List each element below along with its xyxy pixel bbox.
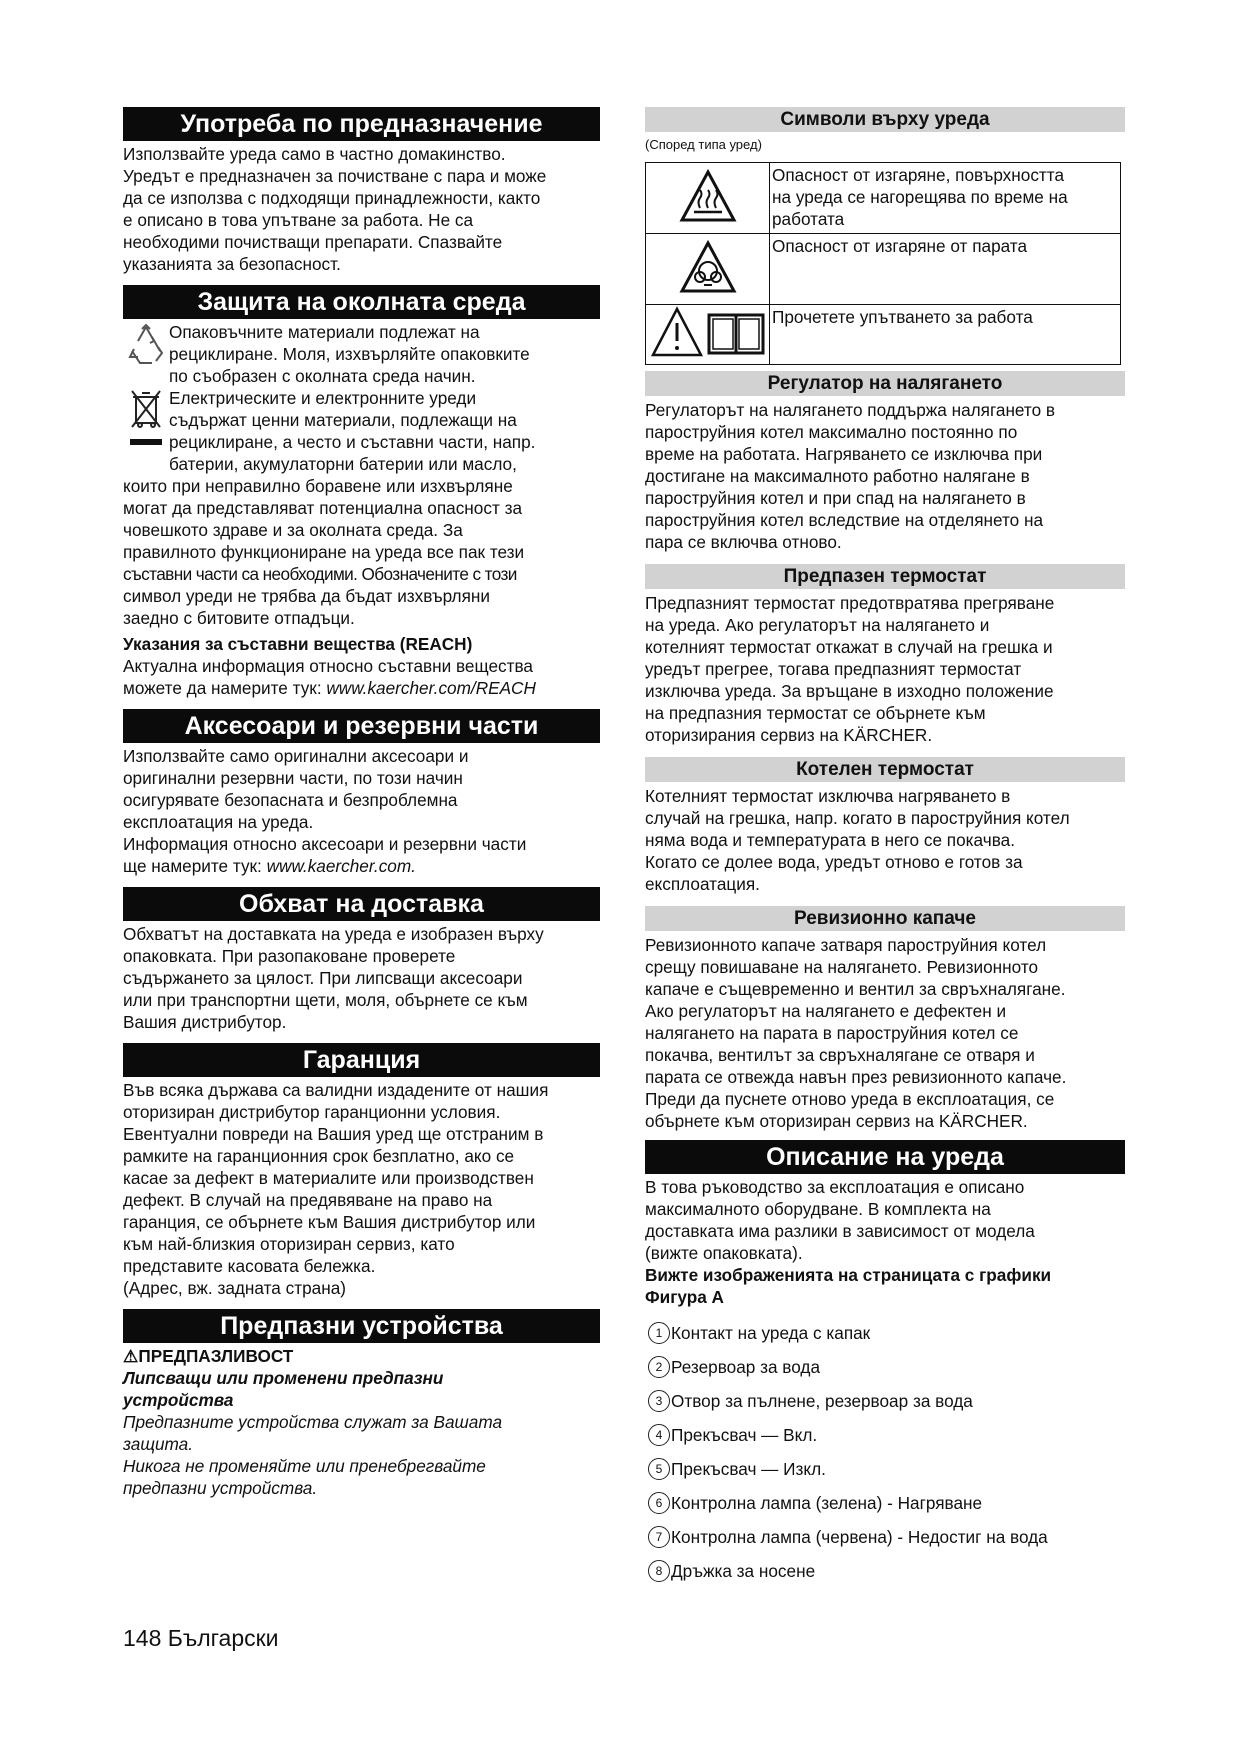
- symbol-row: Прочетете упътването за работа: [646, 305, 1121, 365]
- crossed-bin-icon: [123, 387, 169, 475]
- page-number: 148: [123, 1625, 162, 1651]
- number-badge: 1: [648, 1322, 670, 1344]
- left-column: Употреба по предназначение Използвайте уреда само в частно домакинство. Уредът е предназначен за почистване с пара и може да се използва с подходящи принадлежности, както е описано в това упътване за работа. Не са необходими почистващи препарати. Спазвайте указанията за безопасност. Защита на околната среда Опаковъчните материали подлежат на рециклиране. Моля, изхвърляйте опаковките по съобразен с околната среда начин. Електрическите и електронните уреди съдържат ценни материали, подлежащи на рециклиране, а често и съставни части, напр. батерии, акумулаторни батерии или масло, които при неправилно боравене или изхвърляне могат да представляват потенциална опасност за човешкото здраве и за околната среда. За правилното функциониране на уреда все пак тези съставни части са необходими. Обозначените с този символ уреди не трябва да бъдат изхвърляни заедно с битовите отпадъци. Указания за съставни вещества (REACH) Актуална информация относно съставни вещества можете да намерите тук: www.kaercher.com/REACH Аксесоари и резервни части Използвайте само оригинални аксесоари и оригинални резервни части, по този начин осигурявате безопасната и безпроблемна експлоатация на уреда. Информация относно аксесоари и резервни части ще намерите тук: www.kaercher.com. Обхват на доставка Обхватът на доставката на уреда е изобразен върху опаковката. При разопаковане проверете съдържането за цялост. При липсващи аксесоари или при транспортни щети, моля, обърнете се към Вашия дистрибутор. Гаранция Във всяка държава са валидни издадените от нашия оторизиран дистрибутор гаранционни условия. Евентуални повреди на Вашия уред ще отстраним в рамките на гаранционния срок безплатно, ако се касае за дефект в материалите или производствен дефект. В случай на предявяване на право на гаранция, се обърнете към Вашия дистрибутор или към най-близкия оторизиран сервиз, като представите касовата бележка. (Адрес, вж. задната страна) Предпазни устройства ⚠ПРЕДПАЗЛИВОСТ Липсващи или променени предпазни устройства Предпазните устройства служат за Вашата защита. Никога не променяйте или пренебрегвайте предпазни устройства.: [123, 107, 600, 1499]
- symbols-note: (Според типа уред): [645, 137, 762, 152]
- heading-symbols: Символи върху уреда: [645, 107, 1125, 132]
- pressure-regulator-text: Регулаторът на налягането поддържа налягането в пароструйния котел максимално постоянно по време на работата. Нагряването се изключва при достигане на максималното работно налягане в пароструйния котел и при спад на налягането в пароструйния котел вследствие на отделянето на пара се включва отново.: [645, 400, 1056, 552]
- page-footer: [123, 1625, 279, 1652]
- number-badge: 3: [648, 1390, 670, 1412]
- list-item: 6 Контролна лампа (зелена) - Нагряване: [645, 1486, 1125, 1520]
- recycle-icon: [123, 321, 169, 387]
- reach-title: Указания за съставни вещества (REACH): [123, 634, 473, 654]
- delivery-text: Обхватът на доставката на уреда е изобразен върху опаковката. При разопаковане проверете съдържането за цялост. При липсващи аксесоари или при транспортни щети, моля, обърнете се към Вашия дистрибутор.: [123, 924, 544, 1032]
- number-badge: 4: [648, 1424, 670, 1446]
- heading-environment: Защита на околната среда: [123, 285, 600, 319]
- caution-label: ⚠ПРЕДПАЗЛИВОСТ: [123, 1346, 294, 1366]
- symbol-row: Опасност от изгаряне от парата: [646, 234, 1121, 305]
- hot-surface-icon: [646, 163, 770, 234]
- list-item: 5 Прекъсвач — Изкл.: [645, 1452, 1125, 1486]
- environment-text: които при неправилно боравене или изхвърляне могат да представляват потенциална опасност за човешкото здраве и за околната среда. За правилното функциониране на уреда все пак тези съставни части са необходими. Обозначените с този символ уреди не трябва да бъдат изхвърляни заедно с битовите отпадъци.: [123, 476, 525, 628]
- number-badge: 7: [648, 1526, 670, 1548]
- warning-triangle-icon: ⚠: [123, 1346, 139, 1366]
- boiler-thermostat-text: Котелният термостат изключва нагряването в случай на грешка, напр. когато в пароструйния котел няма вода и температурата в него се покачва. Когато се долее вода, уредът отново е готов за експлоатация.: [645, 786, 1070, 894]
- number-badge: 2: [648, 1356, 670, 1378]
- accessories-text: Използвайте само оригинални аксесоари и оригинални резервни части, по този начин осигурявате безопасната и безпроблемна експлоатация на уреда. Информация относно аксесоари и резервни части ще намерите тук: www.kaercher.com.: [123, 745, 600, 877]
- number-badge: 5: [648, 1458, 670, 1480]
- read-manual-icon: [646, 305, 770, 365]
- symbol-row: Опасност от изгаряне, повърхността на уреда се нагорещява по време на работата: [646, 163, 1121, 234]
- recycle-note: Опаковъчните материали подлежат на рециклиране. Моля, изхвърляйте опаковките по съобразен с околната среда начин.: [123, 321, 600, 387]
- list-item: 8 Дръжка за носене: [645, 1554, 1125, 1588]
- heading-scope-of-delivery: Обхват на доставка: [123, 887, 600, 921]
- parts-list: [645, 1316, 1125, 1588]
- heading-accessories: Аксесоари и резервни части: [123, 709, 600, 743]
- safety-thermostat-text: Предпазният термостат предотвратява прегряване на уреда. Ако регулаторът на налягането и котелният термостат откажат в случай на грешка и уредът прегрее, тогава предпазният термостат изключва уреда. За връщане в изходно положение на предпазния термостат се обърнете към оторизирания сервиз на KÄRCHER.: [645, 593, 1055, 745]
- number-badge: 6: [648, 1492, 670, 1514]
- heading-inspection-cap: Ревизионно капаче: [645, 906, 1125, 931]
- symbols-table: [645, 162, 1121, 365]
- warranty-text: Във всяка държава са валидни издадените от нашия оторизиран дистрибутор гаранционни условия. Евентуални повреди на Вашия уред ще отстраним в рамките на гаранционния срок безплатно, ако се касае за дефект в материалите или производствен дефект. В случай на предявяване на право на гаранция, се обърнете към Вашия дистрибутор или към най-близкия оторизиран сервиз, като представите касовата бележка. (Адрес, вж. задната страна): [123, 1080, 549, 1298]
- heading-warranty: Гаранция: [123, 1043, 600, 1077]
- footer-language: Български: [167, 1625, 279, 1651]
- heading-pressure-regulator: Регулатор на налягането: [645, 371, 1125, 396]
- reach-link-line: можете да намерите тук: www.kaercher.com/REACH: [123, 678, 536, 698]
- hot-steam-icon: [646, 234, 770, 305]
- accessories-link-line: ще намерите тук: www.kaercher.com.: [123, 856, 416, 876]
- heading-intended-use: Употреба по предназначение: [123, 107, 600, 141]
- number-badge: 8: [648, 1560, 670, 1582]
- right-column: [645, 107, 1125, 1588]
- list-item: 2 Резервоар за вода: [645, 1350, 1125, 1384]
- heading-safety-thermostat: Предпазен термостат: [645, 564, 1125, 589]
- list-item: 3 Отвор за пълнене, резервоар за вода: [645, 1384, 1125, 1418]
- device-description-text: В това ръководство за експлоатация е описано максималното оборудване. В комплекта на доставката има разлики в зависимост от модела (вижте опаковката). Вижте изображенията на страницата с графики Фигура А: [645, 1177, 1052, 1307]
- heading-device-description: Описание на уреда: [645, 1140, 1125, 1174]
- list-item: 4 Прекъсвач — Вкл.: [645, 1418, 1125, 1452]
- intended-use-text: Използвайте уреда само в частно домакинство. Уредът е предназначен за почистване с пара и може да се използва с подходящи принадлежности, както е описано в това упътване за работа. Не са необходими почистващи препарати. Спазвайте указанията за безопасност.: [123, 144, 547, 274]
- list-item: 1 Контакт на уреда с капак: [645, 1316, 1125, 1350]
- inspection-cap-text: Ревизионното капаче затваря пароструйния котел срещу повишаване на налягането. Ревизионното капаче е същевременно и вентил за свръхналягане. Ако регулаторът на налягането е дефектен и налягането на парата в пароструйния котел се покачва, вентилът за свръхналягане се отваря и парата се отвежда навън през ревизионното капаче. Преди да пуснете отново уреда в експлоатация, се обърнете към оторизиран сервиз на KÄRCHER.: [645, 935, 1067, 1131]
- kaercher-link[interactable]: www.kaercher.com.: [266, 856, 416, 876]
- heading-safety-devices: Предпазни устройства: [123, 1309, 600, 1343]
- heading-boiler-thermostat: Котелен термостат: [645, 757, 1125, 782]
- weee-note: Електрическите и електронните уреди съдържат ценни материали, подлежащи на рециклиране, а често и съставни части, напр. батерии, акумулаторни батерии или масло,: [123, 387, 600, 475]
- reach-link[interactable]: www.kaercher.com/REACH: [326, 678, 536, 698]
- list-item: 7 Контролна лампа (червена) - Недостиг на вода: [645, 1520, 1125, 1554]
